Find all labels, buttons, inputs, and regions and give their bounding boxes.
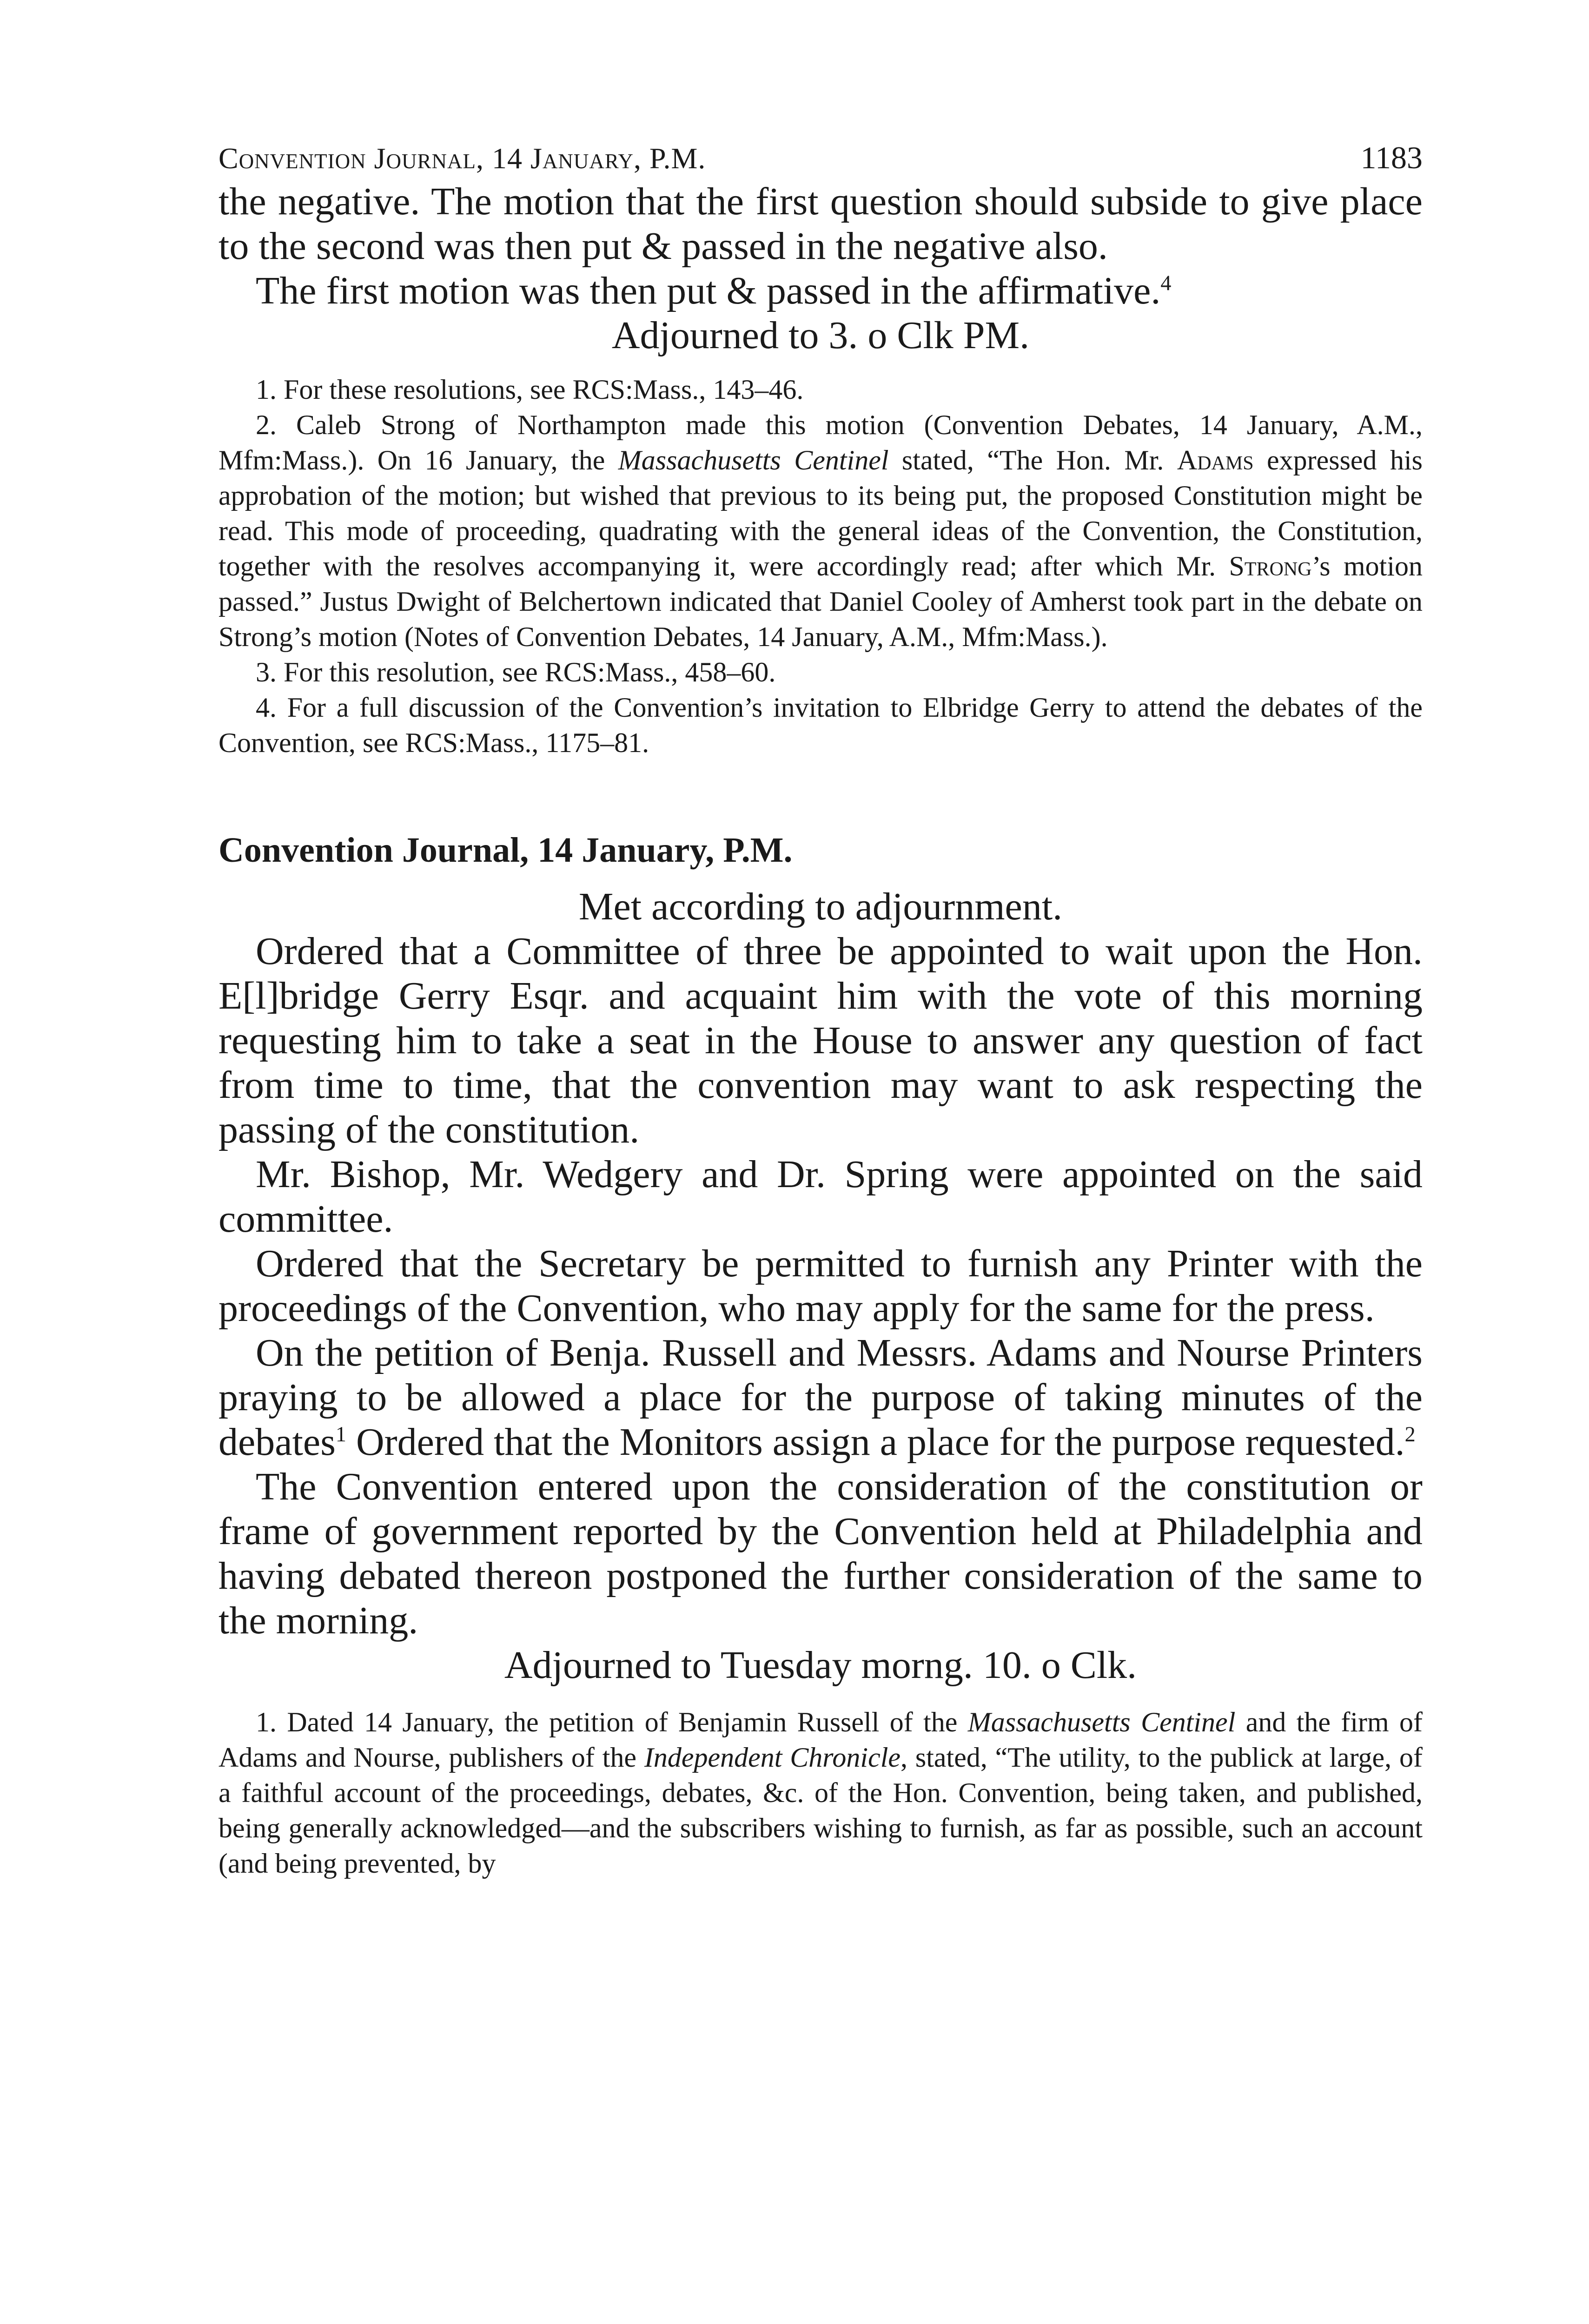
met-line: Met according to adjournment.	[578, 885, 1063, 928]
newspaper-title: Massachusetts Centinel	[967, 1707, 1236, 1737]
newspaper-title: Massachusetts Centinel	[618, 445, 889, 475]
adjournment-line: Adjourned to 3. o Clk PM.	[611, 314, 1030, 357]
footnote	[218, 407, 1423, 654]
document-page	[218, 139, 1423, 1881]
page-number: 1183	[1360, 140, 1423, 175]
footnote-ref: 4	[1160, 271, 1172, 295]
paragraph: Ordered that the Secretary be permitted to furnish any Printer with the proceedings of the Convention, who may apply for the same for the press.	[218, 1242, 1423, 1330]
footnote-ref: 1	[335, 1422, 346, 1446]
name-small-caps: Strong	[1229, 551, 1312, 581]
footnote-text: 1. Dated 14 January, the petition of Benjamin Russell of the	[256, 1707, 968, 1737]
paragraph: The Convention entered upon the consideration of the constitution or frame of government reported by the Convention held at Philadelphia and having debated thereon postponed the further consideration of the same to the morning.	[218, 1465, 1423, 1642]
footnote: 1. For these resolutions, see RCS:Mass., 143–46.	[256, 374, 804, 405]
footnote-text: stated, “The Hon. Mr.	[888, 445, 1177, 475]
paragraph-text: Ordered that the Monitors assign a place for the purpose requested.	[346, 1420, 1405, 1464]
footnotes-bottom	[218, 1704, 1423, 1881]
footnote-text: ’s motion passed.” Justus Dwight of Belchertown indicated that Daniel Cooley of Amherst took part in the debate on Strong’s motion (Notes of Convention Debates, 14 January, A.M., Mfm:Mass.).	[218, 551, 1423, 652]
newspaper-title: Independent Chronicle	[644, 1742, 901, 1773]
paragraph	[218, 1331, 1423, 1465]
running-head: Convention Journal, 14 January, P.M.	[218, 142, 706, 175]
paragraph: Mr. Bishop, Mr. Wedgery and Dr. Spring were appointed on the said committee.	[218, 1153, 1423, 1241]
footnote-text: 2. Caleb Strong of Northampton made this motion (Convention Debates, 14 January, A.M., Mfm:Mass.). On 16 January, the	[218, 409, 1423, 475]
footnote	[218, 1704, 1423, 1881]
footnote: 4. For a full discussion of the Convention’s invitation to Elbridge Gerry to attend the debates of the Convention, see RCS:Mass., 1175–81.	[218, 692, 1423, 758]
section-title: Convention Journal, 14 January, P.M.	[218, 831, 793, 870]
paragraph-text: The first motion was then put & passed in the affirmative.	[256, 269, 1161, 312]
paragraph	[218, 269, 1423, 313]
paragraph-text: the negative. The motion that the first question should subside to give place to the second was then put & passed in the negative also.	[218, 180, 1423, 268]
adjournment-line: Adjourned to Tuesday morng. 10. o Clk.	[504, 1644, 1137, 1687]
footnote-text: and the firm of Adams and Nourse, publishers of the	[218, 1707, 1423, 1773]
paragraph-text: On the petition of Benja. Russell and Messrs. Adams and Nourse Printers praying to be allowed a place for the purpose of taking minutes of the debates	[218, 1331, 1423, 1464]
paragraph	[218, 179, 1423, 269]
footnote: 3. For this resolution, see RCS:Mass., 458–60.	[256, 657, 776, 687]
paragraph: Ordered that a Committee of three be appointed to wait upon the Hon. E[l]bridge Gerry Esqr. and acquaint him with the vote of this morning requesting him to take a seat in the House to answer any question of fact from time to time, that the convention may want to ask respecting the passing of the constitution.	[218, 930, 1423, 1151]
continued-journal-text	[218, 179, 1423, 358]
footnote-text: expressed his approbation of the motion; but wished that previous to its being put, the proposed Constitution might be read. This mode of proceeding, quadrating with the general ideas of the Convention, the Constitution, together with the resolves accompanying it, were accordingly read; after which Mr.	[218, 445, 1423, 581]
page-header	[218, 139, 1423, 181]
footnote-text: , stated, “The utility, to the publick at large, of a faithful account of the proceedings, debates, &c. of the Hon. Convention, being taken, and published, being generally acknowledged—and the subscribers wishing to furnish, as far as possible, such an account (and being prevented, by	[218, 1742, 1423, 1879]
footnotes-top	[218, 372, 1423, 760]
name-small-caps: Adams	[1177, 445, 1254, 475]
section-journal-text	[218, 885, 1423, 1688]
footnote-ref: 2	[1404, 1422, 1416, 1446]
